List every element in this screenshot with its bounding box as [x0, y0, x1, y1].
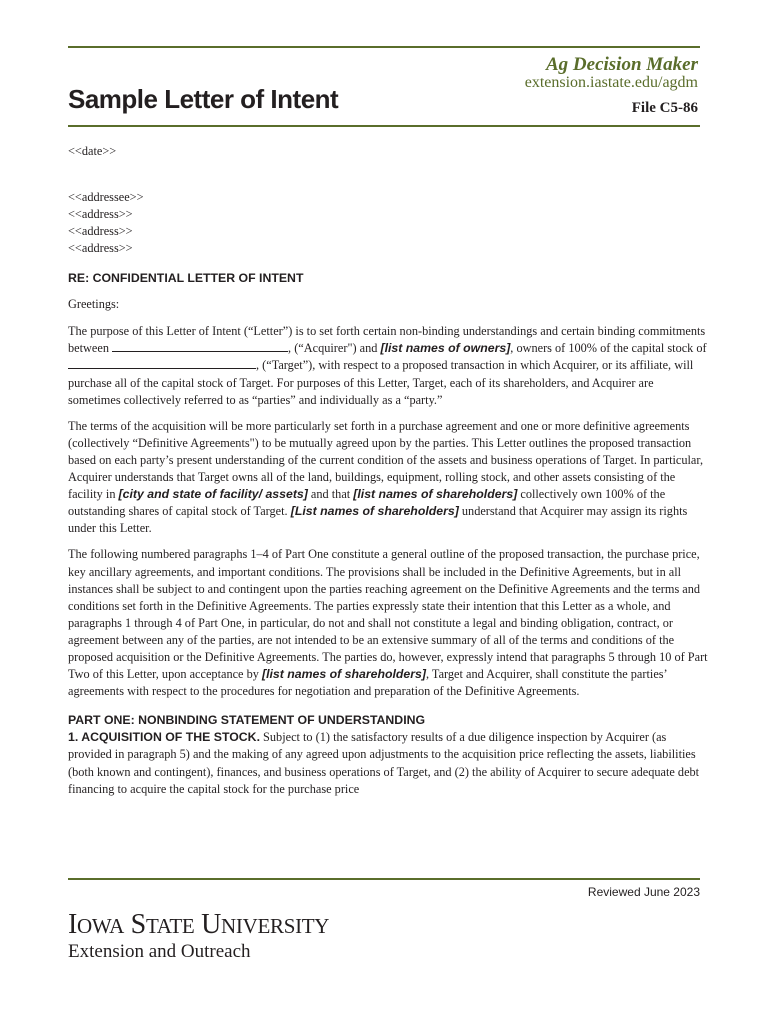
target-blank[interactable]: [68, 357, 256, 369]
section-1-text: Subject to (1) the satisfactory results of a due diligence inspection by Acquirer (as provided in paragraph 5) and the making of any agreed upon adjustments to the acquisition price reflecting the assets, liabilities (both known and contingent), finances, and business operations of Target, and (2) the ability of Acquirer to secure adequate debt financing to acquire the capital stock for the purchase price: [68, 730, 700, 796]
logo-letter: U: [201, 909, 222, 940]
placeholder-owners: [list names of owners]: [380, 341, 511, 356]
brand-url[interactable]: extension.iastate.edu/agdm: [524, 74, 698, 91]
address-line: <<address>>: [68, 224, 133, 239]
placeholder-shareholders: [list names of shareholders]: [353, 487, 518, 502]
university-name: [68, 910, 329, 941]
text-run: , owners of 100% of the capital stock of: [510, 341, 707, 356]
logo-letters: NIVERSITY: [221, 914, 330, 938]
reviewed-date: Reviewed June 2023: [587, 885, 700, 899]
isu-logo: [68, 910, 329, 963]
address-line: <<address>>: [68, 241, 133, 256]
acquirer-blank[interactable]: [112, 340, 288, 352]
file-number: File C5-86: [631, 100, 698, 116]
re-line: RE: CONFIDENTIAL LETTER OF INTENT: [68, 271, 304, 286]
text-run: The purpose of this Letter of Intent (“Letter”) is to set forth certain non-binding understandings and certain binding commitments between: [68, 324, 706, 356]
header-rule: [68, 125, 700, 127]
part-one-section: [68, 712, 708, 797]
placeholder-shareholders: [List names of shareholders]: [290, 504, 459, 519]
text-run: The terms of the acquisition will be more particularly set forth in a purchase agreement and one or more definitive agreements (collectively “Definitive Agreements") to be mutually agreed upon by the parties. This Letter outlines the proposed transaction based on each party’s present understanding of the current condition of the assets and business operations of Target. In particular, Acquirer understands that Target owns all of the land, buildings, equipment, rolling stock, and other assets consisting of the facility in: [68, 418, 704, 502]
logo-letter: S: [130, 909, 146, 940]
logo-letters: OWA: [77, 914, 124, 938]
brand-block: [525, 54, 698, 91]
greeting: Greetings:: [68, 297, 120, 312]
addressee-line: <<addressee>>: [68, 190, 144, 205]
placeholder-shareholders: [list names of shareholders]: [261, 667, 426, 682]
text-run: and that: [307, 487, 354, 502]
logo-letter: I: [68, 909, 78, 940]
text-run: collectively own 100% of the outstanding shares of capital stock of Target.: [68, 487, 666, 519]
paragraph-terms: [68, 418, 708, 538]
address-block: [68, 189, 708, 257]
page-title: Sample Letter of Intent: [68, 84, 339, 114]
part-one-heading: PART ONE: NONBINDING STATEMENT OF UNDERSTANDING: [68, 713, 426, 728]
text-run: , (“Acquirer") and: [288, 341, 381, 356]
letter-body: [68, 143, 708, 807]
date-line: <<date>>: [68, 144, 117, 158]
text-run: , (“Target”), with respect to a proposed transaction in which Acquirer, or its affiliate, will purchase all of the capital stock of Target. For purposes of this Letter, Target, each of its shareholders, and Acquirer are sometimes collectively referred to as “parties” and individually as a “party.”: [68, 358, 694, 407]
extension-outreach: Extension and Outreach: [68, 941, 251, 962]
footer-rule: [68, 878, 700, 880]
paragraph-outline: [68, 546, 708, 700]
text-run: The following numbered paragraphs 1–4 of Part One constitute a general outline of the proposed transaction, the purchase price, key ancillary agreements, and important conditions. The provisions shall be included in the Definitive Agreements, but in all instances shall be subject to and contingent upon the parties reaching agreement on the Definitive Agreements and the terms and conditions set forth in the Definitive Agreements. The parties expressly state their intention that this Letter as a whole, and paragraphs 1 through 4 of Part One, in particular, do not and shall not constitute a legal and binding obligation, contract, or agreement between any of the parties, are not intended to be an extensive summary of all of the terms and conditions of the proposed acquisition or the Definitive Agreements. The parties do, however, expressly intend that paragraphs 5 through 10 of Part Two of this Letter, upon acceptance by: [68, 547, 708, 682]
section-1-heading: 1. ACQUISITION OF THE STOCK.: [68, 730, 260, 745]
logo-letters: TATE: [145, 914, 195, 938]
text-run: , Target and Acquirer, shall constitute the parties’ agreements with respect to the procedures for negotiation and preparation of the Definitive Agreements.: [68, 667, 667, 699]
placeholder-facility: [city and state of facility/ assets]: [118, 487, 308, 502]
paragraph-purpose: [68, 323, 708, 408]
top-rule: [68, 46, 700, 48]
address-line: <<address>>: [68, 207, 133, 222]
brand-name: Ag Decision Maker: [546, 54, 698, 75]
text-run: understand that Acquirer may assign its rights under this Letter.: [68, 504, 688, 536]
